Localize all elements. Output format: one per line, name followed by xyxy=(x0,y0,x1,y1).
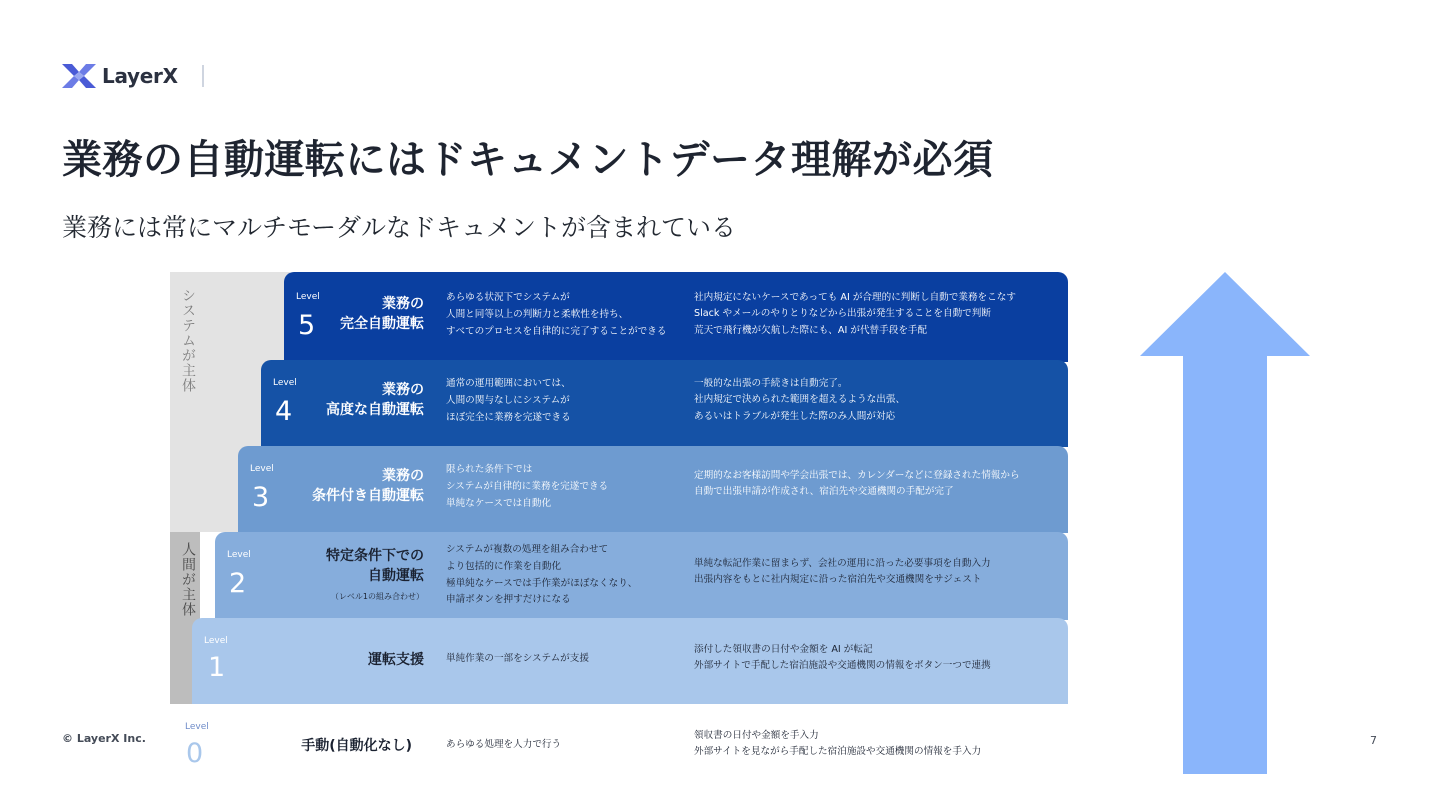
level-2-description: システムが複数の処理を組み合わせて より包括的に作業を自動化 極単純なケースでは手作業がほぼなくなり、 申請ボタンを押すだけになる xyxy=(446,544,638,606)
level-2-example: 単純な転記作業に留まらず、会社の運用に沿った必要事項を自動入力 出張内容をもとに社内規定に沿った宿泊先や交通機関をサジェスト xyxy=(694,558,991,586)
level-5-name-line2: 完全自動運転 xyxy=(340,316,424,333)
level-0-name: 手動(自動化なし) xyxy=(301,738,412,754)
level-1-name: 運転支援 xyxy=(368,652,424,668)
level-4-name-line2: 高度な自動運転 xyxy=(326,402,424,419)
level-2-name-line1: 特定条件下での xyxy=(326,548,424,564)
level-3-number: 3 xyxy=(252,482,270,513)
level-4-name xyxy=(326,380,424,421)
level-5-band xyxy=(284,272,1068,362)
logo-divider xyxy=(202,65,204,87)
level-3-example: 定期的なお客様訪問や学会出張では、カレンダーなどに登録された情報から 自動で出張申請が作成され、宿泊先や交通機関の手配が完了 xyxy=(694,470,1020,498)
automation-levels-diagram xyxy=(170,272,1068,776)
level-3-description: 限られた条件下では システムが自律的に業務を完遂できる 単純なケースでは自動化 xyxy=(446,464,609,509)
level-2-number: 2 xyxy=(229,568,247,599)
level-2-note: （レベル1の組み合わせ） xyxy=(330,591,424,601)
level-2-name-line2: 自動運転 xyxy=(368,568,424,585)
system-side-label: システムが主体 xyxy=(180,288,196,393)
page-subtitle: 業務には常にマルチモーダルなドキュメントが含まれている xyxy=(62,213,737,242)
level-2-label: Level xyxy=(227,550,251,560)
level-0-example: 領収書の日付や金額を手入力 外部サイトを見ながら手配した宿泊施設や交通機関の情報を手入力 xyxy=(694,730,982,758)
level-3-label: Level xyxy=(250,464,274,474)
level-1-label: Level xyxy=(204,636,228,646)
level-0-number: 0 xyxy=(186,738,204,769)
level-1-description: 単純作業の一部をシステムが支援 xyxy=(446,653,589,664)
level-1-band xyxy=(192,618,1068,704)
level-5-name-line1: 業務の xyxy=(382,296,424,312)
level-3-name xyxy=(312,466,424,507)
level-5-description: あらゆる状況下でシステムが 人間と同等以上の判断力と柔軟性を持ち、 すべてのプロセスを自律的に完了することができる xyxy=(446,292,667,337)
level-4-band xyxy=(261,360,1068,447)
level-4-example: 一般的な出張の手続きは自動完了。 社内規定で決められた範囲を超えるような出張、 あるいはトラブルが発生した際のみ人間が対応 xyxy=(694,378,906,422)
brand-logo xyxy=(62,62,204,90)
level-1-number: 1 xyxy=(208,652,226,683)
level-0-label: Level xyxy=(185,722,209,732)
level-0-description: あらゆる処理を人力で行う xyxy=(446,739,562,750)
level-2-band xyxy=(215,532,1068,620)
brand-name: LayerX xyxy=(102,64,178,88)
level-4-name-line1: 業務の xyxy=(382,382,424,398)
page-title: 業務の自動運転にはドキュメントデータ理解が必須 xyxy=(62,137,994,183)
level-5-number: 5 xyxy=(298,310,316,341)
level-0-band xyxy=(170,704,1068,776)
level-4-label: Level xyxy=(273,378,297,388)
page-number: 7 xyxy=(1370,734,1377,747)
up-arrow-icon xyxy=(1140,272,1310,774)
layerx-logo-icon xyxy=(62,62,96,90)
level-3-band xyxy=(238,446,1068,533)
human-side-label: 人間が主体 xyxy=(180,542,196,617)
level-3-name-line1: 業務の xyxy=(382,468,424,484)
level-2-name xyxy=(326,546,424,602)
level-5-example: 社内規定にないケースであっても AI が合理的に判断し自動で業務をこなす Slack やメールのやりとりなどから出張が発生することを自動で判断 荒天で飛行機が欠航した際にも、AI が代替手段を手配 xyxy=(694,292,1016,336)
level-4-number: 4 xyxy=(275,396,293,427)
level-5-label: Level xyxy=(296,292,320,302)
copyright: © LayerX Inc. xyxy=(62,732,146,745)
level-4-description: 通常の運用範囲においては、 人間の関与なしにシステムが ほぼ完全に業務を完遂できる xyxy=(446,378,571,423)
level-1-example: 添付した領収書の日付や金額を AI が転記 外部サイトで手配した宿泊施設や交通機関の情報をボタン一つで連携 xyxy=(694,644,991,672)
level-3-name-line2: 条件付き自動運転 xyxy=(312,488,424,505)
level-5-name xyxy=(340,294,424,335)
